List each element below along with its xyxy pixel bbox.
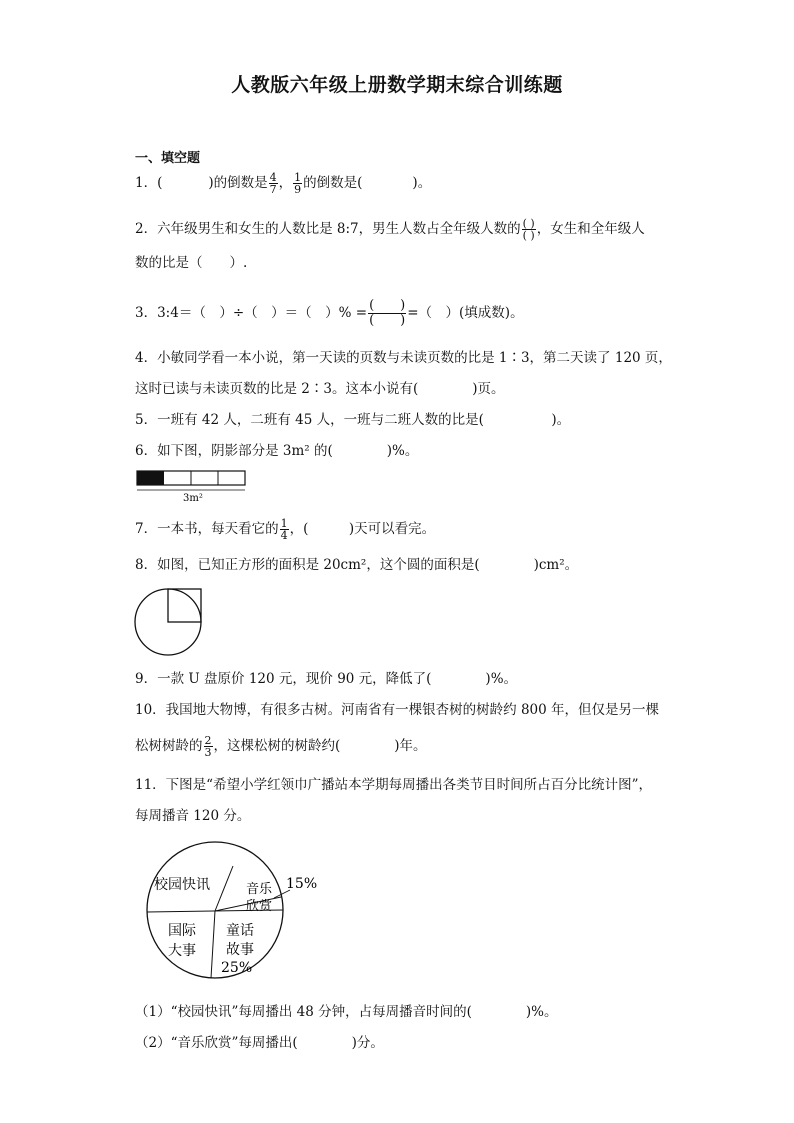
- bar-figure: [136, 470, 248, 504]
- fraction: $\frac{2}{3}$: [204, 734, 212, 759]
- slice-label: 音乐: [246, 882, 273, 897]
- page-title: 人教版六年级上册数学期末综合训练题: [231, 74, 563, 96]
- question-8: 8．如图，已知正方形的面积是 20cm²，这个圆的面积是( )cm²。: [135, 557, 579, 573]
- question-11-1: （1）“校园快讯”每周播出 48 分钟，占每周播音时间的( )%。: [135, 1004, 558, 1020]
- question-11: 11．下图是“希望小学红领巾广播站本学期每周播出各类节目时间所占百分比统计图”，: [135, 777, 652, 793]
- fraction: $\frac{1}{4}$: [280, 517, 288, 542]
- fraction: $\frac{1}{9}$: [294, 171, 302, 196]
- question-11-2: （2）“音乐欣赏”每周播出( )分。: [135, 1035, 384, 1051]
- question-4-line2: 这时已读与未读页数的比是 2∶3。这本小说有( )页。: [135, 381, 505, 397]
- slice-label: 童话: [226, 923, 254, 939]
- circle-square-figure: [133, 587, 213, 657]
- slice-label: 欣赏: [246, 899, 273, 914]
- section-heading: 一、填空题: [135, 151, 201, 166]
- question-10-line2: 松树树龄的 $\frac{2}{3}$ ，这棵松树的树龄约( )年。: [135, 734, 427, 759]
- pie-divider: [215, 866, 233, 911]
- slice-label: 故事: [226, 942, 254, 958]
- question-2-line2: 数的比是（ ）.: [135, 255, 248, 271]
- fraction-blank[interactable]: $\frac{( )}{( )}$: [369, 298, 406, 328]
- question-10: 10．我国地大物博，有很多古树。河南省有一棵银杏树的树龄约 800 年，但仅是另一棵: [135, 702, 660, 718]
- question-5: 5．一班有 42 人，二班有 45 人，一班与二班人数的比是( )。: [135, 412, 571, 428]
- slice-label: 国际: [168, 923, 196, 939]
- question-4: 4．小敏同学看一本小说，第一天读的页数与未读页数的比是 1∶3，第二天读了 120 页，: [135, 350, 672, 366]
- question-1: 1．( )的倒数是 $\frac{4}{7}$ ， $\frac{1}{9}$ 的倒数是( )。: [135, 171, 432, 196]
- slice-label: 15%: [286, 876, 318, 892]
- question-7: 7．一本书，每天看它的 $\frac{1}{4}$ ，( )天可以看完。: [135, 517, 436, 542]
- fraction: $\frac{4}{7}$: [269, 171, 277, 196]
- fraction-blank[interactable]: $\frac{( )}{( )}$: [522, 217, 535, 242]
- pie-chart: [140, 838, 330, 988]
- question-9: 9．一款 U 盘原价 120 元，现价 90 元，降低了( )%。: [135, 671, 518, 687]
- question-6: 6．如下图，阴影部分是 3m² 的( )%。: [135, 443, 419, 459]
- slice-label: 25%: [221, 960, 253, 976]
- bar-label: 3m²: [183, 493, 203, 504]
- question-11-line2: 每周播音 120 分。: [135, 808, 251, 824]
- question-3: 3．3:4＝（ ）÷（ ）＝（ ）% = $\frac{( )}{( )}$ =（ ）(填成数)。: [135, 298, 524, 328]
- pie-divider: [211, 911, 215, 978]
- bar-shaded-part: [137, 471, 164, 485]
- question-2: 2．六年级男生和女生的人数比是 8:7，男生人数占全年级人数的 $\frac{( )}{( )}$ ，女生和全年级人: [135, 217, 645, 242]
- slice-label: 大事: [168, 943, 196, 959]
- slice-label: 校园快讯: [154, 877, 210, 893]
